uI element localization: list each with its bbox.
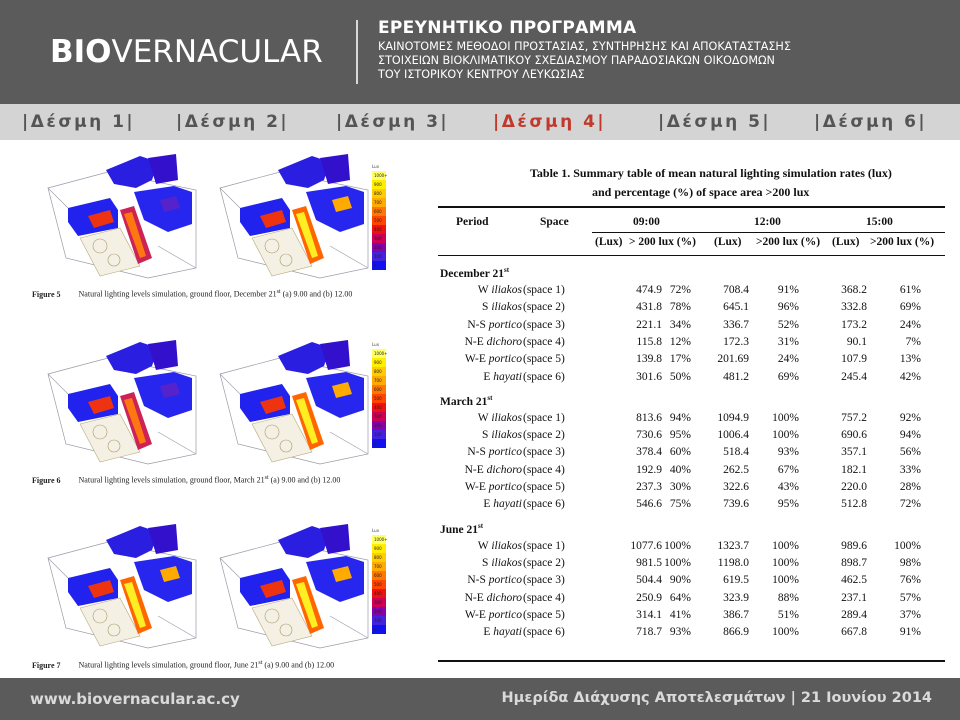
legend-label: 300	[374, 236, 382, 241]
legend-unit: Lux	[372, 164, 380, 169]
row-value: 718.7	[636, 626, 662, 639]
row-value: 314.1	[636, 608, 662, 621]
row-value: 237.3	[636, 481, 662, 493]
row-value: 94%	[669, 411, 691, 424]
program-line: ΤΟΥ ΙΣΤΟΡΙΚΟΥ ΚΕΝΤΡΟΥ ΛΕΥΚΩΣΙΑΣ	[378, 68, 585, 81]
plan-line	[330, 246, 368, 268]
table-title	[530, 164, 892, 202]
row-space: (space 5)	[523, 481, 565, 493]
program-line: ΚΑΙΝΟΤΟΜΕΣ ΜΕΘΟΔΟΙ ΠΡΟΣΤΑΣΙΑΣ, ΣΥΝΤΗΡΗΣΗΣ ΚΑΙ ΑΠΟΚΑΤΑΣΤΑΣΗΣ	[378, 40, 791, 53]
row-label: E hayati	[483, 498, 522, 511]
row-value: 43%	[777, 481, 799, 493]
row-value: 88%	[777, 591, 799, 604]
legend-label: 700	[374, 564, 382, 569]
row-label: W iliakos	[477, 284, 522, 296]
row-label: E hayati	[483, 626, 522, 639]
row-value: 989.6	[841, 539, 867, 552]
row-value: 72%	[669, 284, 691, 296]
row-value: 78%	[669, 301, 691, 314]
row-value: 323.9	[723, 591, 749, 604]
row-space: (space 2)	[523, 301, 565, 314]
row-value: 708.4	[723, 284, 749, 296]
row-space: (space 3)	[523, 446, 565, 459]
plan-line	[220, 188, 240, 208]
plan-line	[220, 558, 240, 578]
row-value: 76%	[899, 574, 921, 587]
wing-northeast	[320, 154, 350, 184]
row-value: 1198.0	[717, 556, 749, 569]
row-value: 115.8	[636, 335, 662, 348]
wing-northeast	[148, 340, 178, 370]
row-label: S iliakos	[482, 429, 522, 442]
header-pct: >200 lux (%)	[870, 236, 935, 248]
row-space: (space 2)	[523, 556, 565, 569]
legend-label: 300	[374, 600, 382, 605]
row-space: (space 3)	[523, 318, 565, 331]
row-value: 28%	[899, 481, 921, 493]
legend-label: 200	[374, 423, 382, 428]
row-value: 172.3	[723, 335, 749, 348]
table-row	[436, 429, 946, 445]
nav-item-desmi-1[interactable]: |Δέσμη 1|	[22, 112, 136, 132]
row-value: 93%	[669, 626, 691, 639]
legend-label: 100	[374, 618, 382, 623]
row-space: (space 1)	[523, 411, 565, 424]
plan-line	[48, 374, 68, 394]
legend-label: 600	[374, 209, 382, 214]
legend-label: 800	[374, 191, 382, 196]
legend-label: 0	[374, 263, 377, 268]
legend-label: 800	[374, 369, 382, 374]
row-space: (space 3)	[523, 574, 565, 587]
row-value: 431.8	[636, 301, 662, 314]
figure-caption: Figure 5 Natural lighting levels simulation, ground floor, December 21st (a) 9.00 and (b) 12.00	[32, 289, 353, 299]
row-value: 262.5	[723, 463, 749, 476]
row-space: (space 6)	[523, 626, 565, 639]
row-value: 72%	[899, 498, 921, 511]
figure-caption: Figure 7 Natural lighting levels simulation, ground floor, June 21st (a) 9.00 and (b) 12.00	[32, 660, 335, 670]
row-value: 245.4	[841, 370, 867, 383]
legend-label: 500	[374, 582, 382, 587]
row-value: 221.1	[636, 318, 662, 331]
row-value: 24%	[899, 318, 921, 331]
row-value: 667.8	[841, 626, 867, 639]
row-value: 289.4	[841, 608, 867, 621]
row-label: N-E dichoro	[464, 591, 522, 604]
header-space: Space	[540, 216, 569, 228]
nav-item-desmi-2[interactable]: |Δέσμη 2|	[176, 112, 290, 132]
row-value: 237.1	[841, 591, 867, 604]
plan-line	[158, 432, 196, 454]
row-value: 31%	[777, 335, 799, 348]
row-space: (space 5)	[523, 608, 565, 621]
row-value: 546.6	[636, 498, 662, 511]
wing-northeast	[148, 154, 178, 184]
legend-label: 900	[374, 360, 382, 365]
row-value: 139.8	[636, 353, 662, 366]
row-value: 75%	[669, 498, 691, 511]
plan-line	[48, 188, 68, 208]
row-value: 92%	[899, 411, 921, 424]
plan-line	[220, 374, 240, 394]
row-value: 69%	[899, 301, 921, 314]
row-value: 813.6	[636, 411, 662, 424]
floor-plan-heatmap	[220, 154, 368, 278]
row-value: 100%	[772, 574, 799, 587]
floor-plan-heatmap	[220, 340, 368, 464]
legend-label: 0	[374, 627, 377, 632]
nav-item-desmi-6[interactable]: |Δέσμη 6|	[814, 112, 928, 132]
plan-line	[330, 616, 368, 638]
row-value: 336.7	[723, 318, 749, 331]
legend-label: 1000+	[374, 173, 388, 178]
row-label: N-S portico	[467, 446, 522, 459]
row-value: 12%	[669, 335, 691, 348]
lux-legend	[372, 528, 388, 634]
row-value: 1077.6	[630, 539, 662, 552]
row-label: S iliakos	[482, 301, 522, 314]
table-top-rule	[438, 206, 945, 208]
legend-label: 300	[374, 414, 382, 419]
row-value: 91%	[899, 626, 921, 639]
row-value: 91%	[777, 284, 799, 296]
legend-label: 900	[374, 546, 382, 551]
table-row	[436, 371, 946, 387]
row-value: 7%	[905, 335, 921, 348]
row-value: 690.6	[841, 429, 867, 442]
row-value: 504.4	[636, 574, 662, 587]
plan-line	[158, 616, 196, 638]
row-value: 220.0	[841, 481, 867, 493]
row-value: 619.5	[723, 574, 749, 587]
row-value: 739.6	[723, 498, 749, 511]
row-value: 98%	[899, 556, 921, 569]
row-value: 51%	[777, 608, 799, 621]
table-row	[436, 481, 946, 497]
table-row	[436, 540, 946, 556]
row-value: 357.1	[841, 446, 867, 459]
legend-label: 700	[374, 200, 382, 205]
row-value: 52%	[777, 318, 799, 331]
row-value: 898.7	[841, 556, 867, 569]
row-space: (space 4)	[523, 591, 565, 604]
table-bottom-rule	[438, 660, 945, 662]
row-value: 95%	[669, 429, 691, 442]
header-time-1500: 15:00	[866, 216, 893, 228]
row-value: 368.2	[841, 284, 867, 296]
row-value: 100%	[772, 411, 799, 424]
header-pct: >200 lux (%)	[756, 236, 821, 248]
legend-label: 500	[374, 218, 382, 223]
footer-event-info: Ημερίδα Διάχυσης Αποτελεσμάτων | 21 Ιουνίου 2014	[501, 690, 932, 706]
legend-label: 600	[374, 573, 382, 578]
wing-northeast	[320, 340, 350, 370]
table-row	[436, 464, 946, 480]
nav-item-desmi-5[interactable]: |Δέσμη 5|	[658, 112, 772, 132]
row-value: 100%	[772, 429, 799, 442]
table-row	[436, 609, 946, 625]
table-row	[436, 557, 946, 573]
table-header-rule	[438, 255, 945, 256]
row-value: 100%	[664, 539, 691, 552]
row-value: 332.8	[841, 301, 867, 314]
row-label: S iliakos	[482, 556, 522, 569]
row-value: 481.2	[723, 370, 749, 383]
row-label: N-S portico	[467, 318, 522, 331]
row-value: 37%	[899, 608, 921, 621]
legend-label: 900	[374, 182, 382, 187]
table-row	[436, 336, 946, 352]
row-label: W iliakos	[477, 539, 522, 552]
row-value: 30%	[669, 481, 691, 493]
row-value: 378.4	[636, 446, 662, 459]
legend-label: 400	[374, 591, 382, 596]
section-heading: December 21st	[440, 266, 510, 280]
row-value: 94%	[899, 429, 921, 442]
row-value: 42%	[899, 370, 921, 383]
row-value: 1094.9	[717, 411, 749, 424]
program-line: ΣΤΟΙΧΕΙΩΝ ΒΙΟΚΛΙΜΑΤΙΚΟΥ ΣΧΕΔΙΑΣΜΟΥ ΠΑΡΑΔΟΣΙΑΚΩΝ ΟΙΚΟΔΟΜΩΝ	[378, 54, 775, 67]
floor-plan-heatmap	[48, 154, 196, 278]
table-sub-rule	[592, 232, 945, 233]
header-time-0900: 09:00	[633, 216, 660, 228]
wing-northeast	[320, 524, 350, 554]
lux-legend	[372, 342, 388, 448]
row-value: 64%	[669, 591, 691, 604]
table-row	[436, 353, 946, 369]
floor-plan-heatmap	[220, 524, 368, 648]
legend-label: 500	[374, 396, 382, 401]
row-value: 96%	[777, 301, 799, 314]
row-value: 322.6	[723, 481, 749, 493]
row-value: 69%	[777, 370, 799, 383]
legend-label: 800	[374, 555, 382, 560]
row-value: 1323.7	[717, 539, 749, 552]
table-title-line: and percentage (%) of space area >200 lux	[592, 185, 810, 199]
row-label: N-E dichoro	[464, 463, 522, 476]
row-value: 67%	[777, 463, 799, 476]
footer-website-link[interactable]: www.biovernacular.ac.cy	[30, 690, 240, 708]
row-value: 100%	[772, 539, 799, 552]
row-space: (space 4)	[523, 335, 565, 348]
header-lux: (Lux)	[714, 236, 742, 248]
row-value: 462.5	[841, 574, 867, 587]
summary-table	[436, 156, 946, 666]
row-value: 645.1	[723, 301, 749, 314]
row-value: 100%	[772, 556, 799, 569]
row-value: 100%	[894, 539, 921, 552]
legend-label: 100	[374, 254, 382, 259]
row-value: 41%	[669, 608, 691, 621]
row-label: W-E portico	[464, 481, 522, 493]
table-row	[436, 412, 946, 428]
table-row	[436, 284, 946, 300]
row-value: 33%	[899, 463, 921, 476]
row-space: (space 1)	[523, 539, 565, 552]
table-title-line: Table 1. Summary table of mean natural lighting simulation rates (lux)	[530, 166, 892, 180]
row-space: (space 1)	[523, 284, 565, 296]
legend-label: 200	[374, 245, 382, 250]
row-value: 90%	[669, 574, 691, 587]
row-value: 95%	[777, 498, 799, 511]
table-row	[436, 446, 946, 462]
legend-label: 0	[374, 441, 377, 446]
row-value: 56%	[899, 446, 921, 459]
legend-label: 400	[374, 227, 382, 232]
lux-legend	[372, 164, 388, 270]
row-value: 60%	[669, 446, 691, 459]
row-value: 182.1	[841, 463, 867, 476]
row-space: (space 2)	[523, 429, 565, 442]
row-value: 866.9	[723, 626, 749, 639]
floor-plan-heatmap	[48, 524, 196, 648]
legend-unit: Lux	[372, 342, 380, 347]
simulation-figures	[30, 144, 430, 674]
row-label: N-S portico	[467, 574, 522, 587]
header-period: Period	[456, 216, 489, 228]
row-value: 100%	[772, 626, 799, 639]
figure-caption: Figure 6 Natural lighting levels simulation, ground floor, March 21st (a) 9.00 and (b) 12.00	[32, 475, 341, 485]
legend-label: 1000+	[374, 537, 388, 542]
row-value: 757.2	[841, 411, 867, 424]
row-space: (space 6)	[523, 498, 565, 511]
table-row	[436, 574, 946, 590]
header-time-1200: 12:00	[754, 216, 781, 228]
legend-label: 200	[374, 609, 382, 614]
nav-item-desmi-3[interactable]: |Δέσμη 3|	[336, 112, 450, 132]
table-row	[436, 498, 946, 514]
table-row	[436, 301, 946, 317]
row-value: 100%	[664, 556, 691, 569]
row-value: 107.9	[841, 353, 867, 366]
row-value: 34%	[669, 318, 691, 331]
plan-line	[158, 246, 196, 268]
plan-line	[48, 558, 68, 578]
row-label: N-E dichoro	[464, 335, 522, 348]
row-value: 201.69	[717, 353, 749, 366]
wing-northeast	[148, 524, 178, 554]
plan-line	[330, 432, 368, 454]
row-value: 13%	[899, 353, 921, 366]
row-value: 386.7	[723, 608, 749, 621]
row-value: 61%	[899, 284, 921, 296]
legend-unit: Lux	[372, 528, 380, 533]
header-divider	[356, 20, 358, 84]
row-value: 301.6	[636, 370, 662, 383]
row-value: 50%	[669, 370, 691, 383]
header-banner	[0, 0, 960, 104]
row-label: E hayati	[483, 370, 522, 383]
row-value: 173.2	[841, 318, 867, 331]
legend-label: 700	[374, 378, 382, 383]
header-pct: > 200 lux (%)	[629, 236, 696, 248]
row-value: 40%	[669, 463, 691, 476]
program-description	[378, 40, 798, 82]
header-lux: (Lux)	[832, 236, 860, 248]
row-value: 518.4	[723, 446, 749, 459]
nav-bar	[0, 104, 960, 140]
section-heading: June 21st	[440, 521, 484, 536]
program-title: ΕΡΕΥΝΗΤΙΚΟ ΠΡΟΓΡΑΜΜΑ	[378, 18, 637, 38]
footer-bar	[0, 678, 960, 720]
legend-label: 100	[374, 432, 382, 437]
floor-plan-heatmap	[48, 340, 196, 464]
row-value: 981.5	[636, 556, 662, 569]
row-value: 1006.4	[717, 429, 749, 442]
row-value: 17%	[669, 353, 691, 366]
row-value: 24%	[777, 353, 799, 366]
table-row	[436, 592, 946, 608]
row-space: (space 4)	[523, 463, 565, 476]
legend-label: 1000+	[374, 351, 388, 356]
row-value: 250.9	[636, 591, 662, 604]
legend-label: 400	[374, 405, 382, 410]
nav-item-desmi-4[interactable]: |Δέσμη 4|	[493, 112, 607, 132]
row-value: 93%	[777, 446, 799, 459]
row-value: 474.9	[636, 284, 662, 296]
section-heading: March 21st	[440, 393, 493, 408]
brand-logo[interactable]: BIOVERNACULAR	[50, 34, 323, 70]
legend-label: 600	[374, 387, 382, 392]
header-lux: (Lux)	[595, 236, 623, 248]
row-label: W-E portico	[464, 608, 522, 621]
row-value: 512.8	[841, 498, 867, 511]
row-value: 730.6	[636, 429, 662, 442]
row-space: (space 6)	[523, 370, 565, 383]
row-space: (space 5)	[523, 353, 565, 366]
row-label: W-E portico	[464, 353, 522, 366]
table-row	[436, 626, 946, 642]
row-value: 192.9	[636, 463, 662, 476]
row-value: 57%	[899, 591, 921, 604]
row-label: W iliakos	[477, 411, 522, 424]
row-value: 90.1	[846, 335, 867, 348]
table-row	[436, 319, 946, 335]
